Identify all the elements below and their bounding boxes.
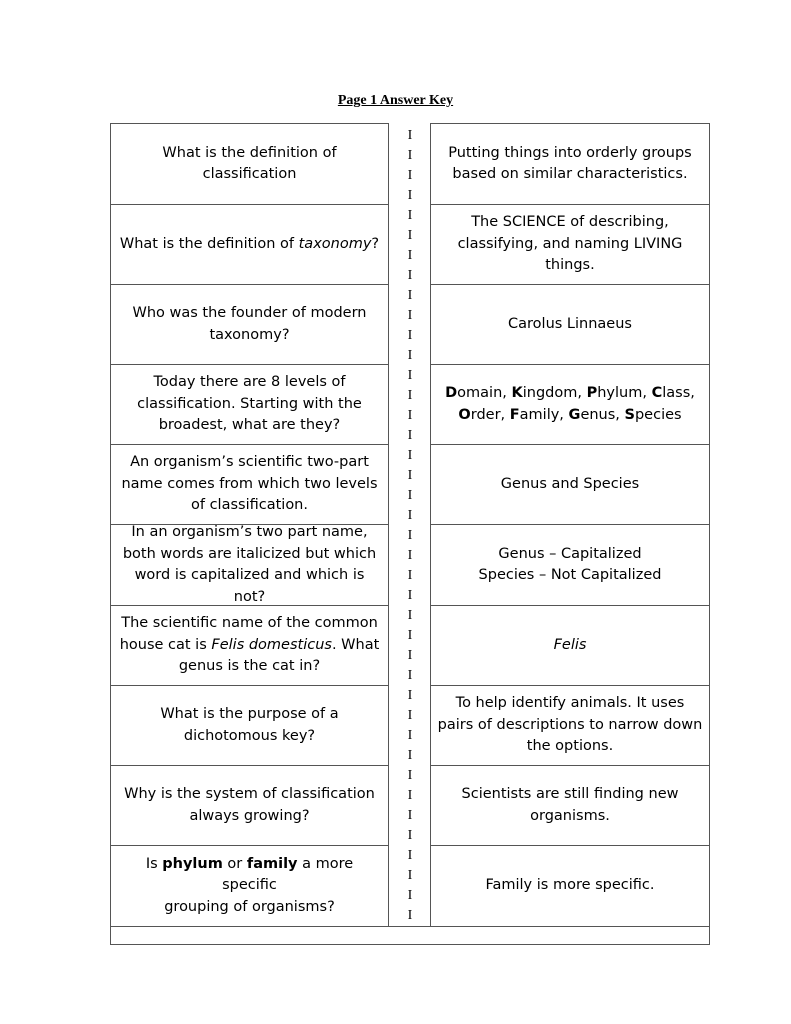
- question-text: both words are italicized but which: [122, 545, 377, 562]
- answer-initial: D: [445, 385, 458, 401]
- question-text: dichotomous key?: [183, 727, 316, 744]
- fold-mark: I: [407, 568, 413, 583]
- question-card-6: [110, 524, 389, 606]
- question-text: genus is the cat in?: [178, 658, 321, 675]
- fold-mark: I: [407, 168, 413, 183]
- fold-mark: I: [407, 548, 413, 563]
- fold-mark: I: [407, 588, 413, 603]
- answer-initial: G: [568, 406, 581, 423]
- question-bold-term: phylum: [162, 855, 223, 872]
- answer-text: Genus and Species: [500, 475, 640, 492]
- answer-initial: F: [509, 406, 520, 423]
- question-text: always growing?: [189, 807, 310, 824]
- answer-text: Carolus Linnaeus: [508, 315, 632, 332]
- fold-mark: I: [407, 828, 413, 843]
- answer-text: lass,: [662, 385, 695, 401]
- answer-italic-term: Felis: [553, 636, 587, 653]
- question-card-4: [110, 364, 389, 445]
- answer-text: Family is more specific.: [485, 877, 655, 894]
- fold-mark: I: [407, 348, 413, 363]
- fold-mark: I: [407, 508, 413, 523]
- question-text: name comes from which two levels: [121, 475, 378, 492]
- question-card-8: [110, 685, 389, 766]
- question-text: a more specific: [222, 855, 354, 894]
- footer-strip: [110, 926, 710, 945]
- question-text: house cat is: [119, 636, 212, 653]
- answer-card-9: [430, 765, 710, 846]
- question-text: The scientific name of the common: [121, 615, 378, 632]
- answer-text: the options.: [526, 738, 614, 755]
- fold-mark: I: [407, 208, 413, 223]
- question-card-3: [110, 284, 389, 365]
- question-text: In an organism’s two part name,: [131, 524, 368, 540]
- question-text: Who was the founder of modern: [132, 305, 367, 321]
- answer-card-10: [430, 845, 710, 926]
- question-text: ?: [371, 235, 380, 252]
- question-card-5: [110, 444, 389, 525]
- answer-initial: O: [458, 406, 471, 423]
- fold-mark: I: [407, 228, 413, 243]
- fold-mark: I: [407, 628, 413, 643]
- question-text: Why is the system of classification: [124, 786, 375, 802]
- fold-mark: I: [407, 788, 413, 803]
- fold-mark: I: [407, 748, 413, 763]
- question-text: classification. Starting with the: [137, 395, 362, 412]
- question-card-9: [110, 765, 389, 846]
- question-card-2: [110, 204, 389, 285]
- answer-text: Genus – Capitalized: [498, 545, 642, 562]
- fold-mark: I: [407, 468, 413, 483]
- fold-mark: I: [407, 908, 413, 923]
- fold-mark: I: [407, 848, 413, 863]
- question-text: word is capitalized and which is not?: [134, 567, 365, 605]
- question-bold-term: family: [246, 855, 298, 872]
- fold-mark: I: [407, 288, 413, 303]
- answer-card-4: [430, 364, 710, 445]
- question-text: classification: [202, 166, 297, 182]
- question-text: What is the definition of: [162, 144, 337, 161]
- answer-text: ingdom,: [522, 385, 587, 401]
- fold-mark: I: [407, 128, 413, 143]
- answer-text: pecies: [634, 406, 682, 423]
- fold-mark: I: [407, 668, 413, 683]
- fold-mark: I: [407, 768, 413, 783]
- fold-mark: I: [407, 808, 413, 823]
- answer-text: The SCIENCE of describing,: [471, 214, 669, 231]
- answer-text: Putting things into orderly groups: [448, 144, 692, 161]
- fold-line: [406, 126, 414, 926]
- answer-initial: S: [624, 406, 635, 423]
- fold-mark: I: [407, 188, 413, 203]
- question-italic-term: taxonomy: [298, 235, 372, 252]
- answer-text: enus,: [580, 406, 625, 423]
- answer-initial: K: [511, 385, 523, 401]
- question-text: Today there are 8 levels of: [153, 374, 346, 391]
- answer-text: classifying, and naming LIVING: [457, 235, 683, 252]
- question-text: Is: [145, 855, 163, 872]
- fold-mark: I: [407, 688, 413, 703]
- fold-mark: I: [407, 328, 413, 343]
- question-text: An organism’s scientific two-part: [130, 454, 369, 471]
- answer-initial: P: [586, 385, 598, 401]
- page-title: Page 1 Answer Key: [337, 93, 454, 108]
- question-text: grouping of organisms?: [164, 898, 335, 915]
- fold-mark: I: [407, 308, 413, 323]
- question-text: or: [222, 855, 247, 872]
- answer-card-5: [430, 444, 710, 525]
- answer-card-8: [430, 685, 710, 766]
- answer-card-6: [430, 524, 710, 606]
- answer-text: based on similar characteristics.: [452, 166, 688, 182]
- fold-mark: I: [407, 448, 413, 463]
- answer-text: pairs of descriptions to narrow down: [437, 716, 703, 733]
- fold-mark: I: [407, 868, 413, 883]
- question-text: What is the purpose of a: [160, 706, 339, 722]
- question-italic-term: Felis domesticus: [211, 636, 332, 653]
- answer-card-1: [430, 123, 710, 205]
- fold-mark: I: [407, 268, 413, 283]
- answer-card-2: [430, 204, 710, 285]
- fold-mark: I: [407, 888, 413, 903]
- fold-mark: I: [407, 648, 413, 663]
- answer-text: Scientists are still finding new: [461, 786, 679, 802]
- answer-card-3: [430, 284, 710, 365]
- answer-text: Species – Not Capitalized: [478, 567, 662, 583]
- fold-mark: I: [407, 408, 413, 423]
- question-text: . What: [331, 636, 380, 653]
- fold-mark: I: [407, 528, 413, 543]
- question-text: What is the definition of: [119, 235, 299, 252]
- answer-initial: C: [651, 385, 663, 401]
- question-card-7: [110, 605, 389, 686]
- answer-text: organisms.: [530, 807, 610, 824]
- answer-text: omain,: [457, 385, 512, 401]
- answer-text: rder,: [470, 406, 510, 423]
- answer-text: things.: [545, 257, 595, 274]
- fold-mark: I: [407, 428, 413, 443]
- fold-mark: I: [407, 708, 413, 723]
- answer-text: To help identify animals. It uses: [455, 695, 685, 712]
- fold-mark: I: [407, 388, 413, 403]
- fold-mark: I: [407, 148, 413, 163]
- fold-mark: I: [407, 488, 413, 503]
- question-card-1: [110, 123, 389, 205]
- fold-mark: I: [407, 608, 413, 623]
- answer-text: hylum,: [597, 385, 652, 401]
- question-card-10: [110, 845, 389, 926]
- answer-card-7: [430, 605, 710, 686]
- question-text: of classification.: [191, 497, 308, 514]
- fold-mark: I: [407, 368, 413, 383]
- question-text: taxonomy?: [209, 326, 290, 343]
- question-text: broadest, what are they?: [158, 417, 341, 434]
- answer-text: amily,: [519, 406, 569, 423]
- fold-mark: I: [407, 248, 413, 263]
- fold-mark: I: [407, 728, 413, 743]
